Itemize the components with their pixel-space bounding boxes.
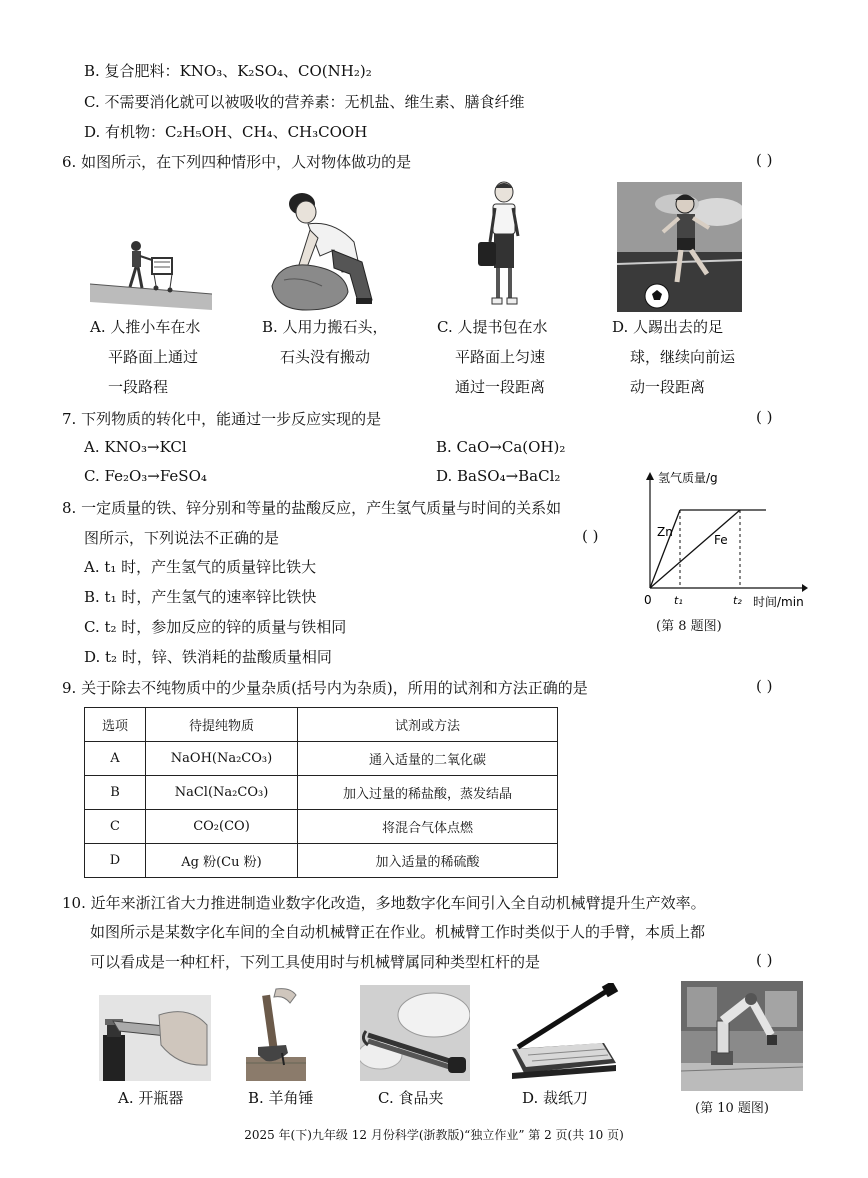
q6-image-b-lift-stone xyxy=(262,190,384,315)
q10-image-d-paper-cutter xyxy=(508,983,620,1081)
q6-answer-paren[interactable]: ( ) xyxy=(756,151,773,169)
q5-option-d xyxy=(84,121,367,142)
q7-option-d: D. BaSO₄→BaCl₂ xyxy=(436,467,561,485)
q8-graph xyxy=(636,466,808,636)
q6-caption-a-line2: 平路面上通过 xyxy=(108,348,199,366)
q10-image-c-food-tongs xyxy=(360,985,470,1081)
q10-figure-caption: (第 10 题图) xyxy=(695,1101,769,1116)
q8-graph-zn-line xyxy=(650,510,680,588)
q5-option-d-formula: C₂H₅OH、CH₄、CH₃COOH xyxy=(165,123,368,141)
q5-option-b xyxy=(84,60,372,81)
q6-caption-d-line3: 动一段距离 xyxy=(630,378,706,396)
q8-option-d: D. t₂ 时，锌、铁消耗的盐酸质量相同 xyxy=(84,648,332,666)
table-cell: B xyxy=(85,776,146,810)
q8-stem-line2: 图所示，下列说法不正确的是 xyxy=(84,529,280,547)
q8-graph-caption: (第 8 题图) xyxy=(656,619,722,634)
q6-stem: 6. 如图所示，在下列四种情形中，人对物体做功的是 xyxy=(62,153,412,171)
q6-caption-b-line1: B. 人用力搬石头， xyxy=(262,318,388,336)
table-cell: C xyxy=(85,810,146,844)
table-cell: 加入过量的稀盐酸，蒸发结晶 xyxy=(298,776,558,810)
table-cell: Ag 粉(Cu 粉) xyxy=(146,844,298,878)
q8-graph-origin: 0 xyxy=(644,593,652,607)
q8-graph-fe-label: Fe xyxy=(714,533,728,547)
q10-caption-b: B. 羊角锤 xyxy=(248,1089,314,1107)
q10-answer-paren[interactable]: ( ) xyxy=(756,951,773,969)
q7-option-c: C. Fe₂O₃→FeSO₄ xyxy=(84,467,207,485)
q5-option-b-label: B. 复合肥料： xyxy=(84,62,180,80)
q8-option-c: C. t₂ 时，参加反应的锌的质量与铁相同 xyxy=(84,618,347,636)
q10-stem-line1: 10. 近年来浙江省大力推进制造业数字化改造，多地数字化车间引入全自动机械臂提升生产效率。 xyxy=(62,894,706,912)
q8-graph-t1: t₁ xyxy=(674,594,683,607)
q10-stem-line2: 如图所示是某数字化车间的全自动机械臂正在作业。机械臂工作时类似于人的手臂，本质上都 xyxy=(90,923,706,941)
q8-graph-zn-label: Zn xyxy=(657,525,673,539)
q8-option-b: B. t₁ 时，产生氢气的速率锌比铁快 xyxy=(84,588,317,606)
q6-caption-a xyxy=(90,312,200,402)
q8-graph-xlabel: 时间/min xyxy=(753,595,804,609)
page-footer: 2025 年(下)九年级 12 月份科学(浙教版)“独立作业” 第 2 页(共 10 页) xyxy=(244,1128,624,1142)
q6-caption-d xyxy=(612,312,735,402)
q6-image-a-push-cart xyxy=(90,232,212,312)
table-header: 试剂或方法 xyxy=(298,708,558,742)
q7-answer-paren[interactable]: ( ) xyxy=(756,408,773,426)
q5-option-c: C. 不需要消化就可以被吸收的营养素：无机盐、维生素、膳食纤维 xyxy=(84,93,525,111)
q10-image-robot-arm xyxy=(681,981,803,1091)
q6-caption-d-line2: 球，继续向前运 xyxy=(630,348,736,366)
q7-stem: 7. 下列物质的转化中，能通过一步反应实现的是 xyxy=(62,410,382,428)
q8-stem-line1: 8. 一定质量的铁、锌分别和等量的盐酸反应，产生氢气质量与时间的关系如 xyxy=(62,499,562,517)
q7-option-b: B. CaO→Ca(OH)₂ xyxy=(436,438,566,456)
q5-option-b-formula: KNO₃、K₂SO₄、CO(NH₂)₂ xyxy=(179,62,372,80)
table-row xyxy=(85,810,558,844)
q10-caption-d: D. 裁纸刀 xyxy=(522,1089,589,1107)
q9-table xyxy=(84,707,558,878)
table-cell: A xyxy=(85,742,146,776)
q6-caption-d-line1: D. 人踢出去的足 xyxy=(612,318,724,336)
table-header: 待提纯物质 xyxy=(146,708,298,742)
q8-graph-fe-line xyxy=(650,510,740,588)
q6-image-d-kick-ball xyxy=(617,182,742,312)
table-cell: 通入适量的二氧化碳 xyxy=(298,742,558,776)
q5-option-d-label: D. 有机物： xyxy=(84,123,166,141)
table-row xyxy=(85,844,558,878)
table-row xyxy=(85,776,558,810)
table-row xyxy=(85,742,558,776)
q6-caption-b-line2: 石头没有搬动 xyxy=(280,348,371,366)
q10-stem-line3: 可以看成是一种杠杆，下列工具使用时与机械臂属同种类型杠杆的是 xyxy=(90,953,541,971)
q10-image-a-bottle-opener xyxy=(99,995,211,1081)
table-cell: 将混合气体点燃 xyxy=(298,810,558,844)
q8-option-a: A. t₁ 时，产生氢气的质量锌比铁大 xyxy=(84,558,317,576)
q9-stem: 9. 关于除去不纯物质中的少量杂质(括号内为杂质)，所用的试剂和方法正确的是 xyxy=(62,679,588,697)
q6-caption-a-line3: 一段路程 xyxy=(108,378,169,396)
q6-image-c-carry-bag xyxy=(476,180,532,312)
q6-caption-c-line2: 平路面上匀速 xyxy=(455,348,546,366)
table-cell: NaOH(Na₂CO₃) xyxy=(146,742,298,776)
q8-answer-paren[interactable]: ( ) xyxy=(582,527,599,545)
q6-caption-c-line3: 通过一段距离 xyxy=(455,378,546,396)
q6-caption-b xyxy=(262,312,388,372)
table-cell: D xyxy=(85,844,146,878)
table-header: 选项 xyxy=(85,708,146,742)
q10-caption-a: A. 开瓶器 xyxy=(118,1089,184,1107)
table-cell: 加入适量的稀硫酸 xyxy=(298,844,558,878)
q6-caption-c xyxy=(437,312,547,402)
q9-answer-paren[interactable]: ( ) xyxy=(756,677,773,695)
q10-caption-c: C. 食品夹 xyxy=(378,1089,444,1107)
table-cell: CO₂(CO) xyxy=(146,810,298,844)
q6-caption-a-line1: A. 人推小车在水 xyxy=(90,318,201,336)
q10-image-b-claw-hammer xyxy=(246,985,306,1081)
q8-graph-t2: t₂ xyxy=(733,594,742,607)
q6-caption-c-line1: C. 人提书包在水 xyxy=(437,318,548,336)
q8-graph-ylabel: 氢气质量/g xyxy=(658,471,718,485)
table-header-row xyxy=(85,708,558,742)
table-cell: NaCl(Na₂CO₃) xyxy=(146,776,298,810)
q7-option-a: A. KNO₃→KCl xyxy=(84,438,187,456)
